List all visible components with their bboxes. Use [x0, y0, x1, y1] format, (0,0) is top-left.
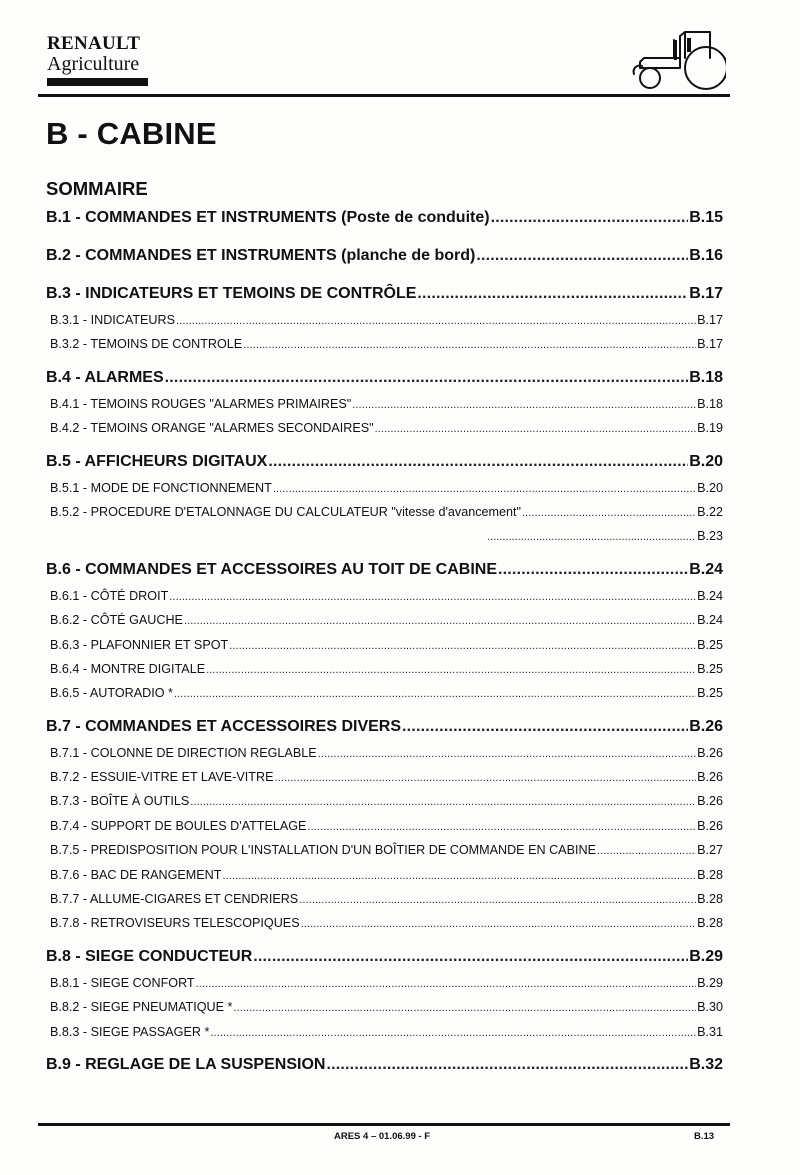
- dot-leader: [487, 525, 696, 549]
- toc-entry-label: B.6.1 - CÔTÉ DROIT: [50, 588, 169, 603]
- toc-entry-label: B.6 - COMMANDES ET ACCESSOIRES AU TOIT DE CABINE: [46, 560, 497, 578]
- toc-subsection-entry[interactable]: [46, 476, 723, 500]
- toc-subsection-entry[interactable]: [46, 863, 723, 887]
- dot-leader: [299, 888, 696, 912]
- toc-entry-label: B.6.4 - MONTRE DIGITALE: [50, 661, 206, 676]
- toc-section-entry[interactable]: [46, 558, 723, 582]
- dot-leader: [268, 450, 688, 474]
- dot-leader: [274, 766, 696, 790]
- toc-subsection-entry[interactable]: [46, 392, 723, 416]
- dot-leader: [402, 715, 688, 739]
- toc-subsection-entry[interactable]: [46, 911, 723, 935]
- dot-leader: [273, 477, 696, 501]
- toc-entry-page: B.22: [697, 504, 723, 519]
- toc-subsection-entry[interactable]: [46, 887, 723, 911]
- dot-leader: [243, 333, 696, 357]
- toc-entry-label: B.8 - SIEGE CONDUCTEUR: [46, 947, 253, 965]
- dot-leader: [318, 742, 696, 766]
- toc-entry-page: B.26: [689, 717, 723, 735]
- toc-entry-label: B.7.6 - BAC DE RANGEMENT: [50, 867, 222, 882]
- toc-section-entry[interactable]: [46, 450, 723, 474]
- toc-entry-page: B.25: [697, 661, 723, 676]
- toc-entry-page: B.23: [697, 529, 723, 544]
- toc-entry-page: B.26: [697, 818, 723, 833]
- dot-leader: [253, 945, 688, 969]
- footer-rule: [38, 1123, 730, 1126]
- dot-leader: [196, 972, 696, 996]
- toc-entry-page: B.27: [697, 843, 723, 858]
- toc-entry-label: B.6.3 - PLAFONNIER ET SPOT: [50, 637, 229, 652]
- toc-entry-page: B.16: [689, 247, 723, 264]
- toc-subsection-entry[interactable]: [46, 789, 723, 813]
- toc-entry-label: B.7.3 - BOÎTE À OUTILS: [50, 794, 190, 809]
- toc-subsection-entry[interactable]: [46, 584, 723, 608]
- dot-leader: [184, 609, 696, 633]
- brand-bar: [47, 78, 148, 86]
- dot-leader: [233, 996, 696, 1020]
- toc-entry-page: B.29: [689, 947, 723, 965]
- dot-leader: [307, 815, 696, 839]
- toc-entry-page: B.17: [697, 337, 723, 352]
- dot-leader: [176, 309, 696, 333]
- toc-entry-label: B.3 - INDICATEURS ET TEMOINS DE CONTRÔLE: [46, 285, 417, 302]
- table-of-contents: [46, 206, 723, 1079]
- toc-section-entry[interactable]: [46, 1053, 723, 1077]
- toc-entry-label: B.7.2 - ESSUIE-VITRE ET LAVE-VITRE: [50, 770, 274, 785]
- toc-section-entry[interactable]: [46, 244, 723, 268]
- dot-leader: [222, 864, 696, 888]
- brand-name: RENAULT: [47, 33, 141, 54]
- toc-entry-page: B.17: [697, 313, 723, 327]
- toc-section-entry[interactable]: [46, 715, 723, 739]
- brand-division: Agriculture: [47, 53, 140, 75]
- document-reference: ARES 4 – 01.06.99 - F: [334, 1131, 431, 1142]
- toc-entry-label: B.8.1 - SIEGE CONFORT: [50, 975, 195, 990]
- toc-entry-label: B.7.5 - PREDISPOSITION POUR L'INSTALLATION D'UN BOÎTIER DE COMMANDE EN CABINE: [50, 843, 596, 858]
- toc-entry-label: B.3.2 - TEMOINS DE CONTROLE: [50, 337, 243, 352]
- toc-subsection-entry[interactable]: [46, 308, 723, 332]
- dot-leader: [498, 558, 688, 582]
- toc-entry-page: B.29: [697, 975, 723, 990]
- toc-entry-page: B.30: [697, 1000, 723, 1015]
- toc-entry-label: B.7 - COMMANDES ET ACCESSOIRES DIVERS: [46, 717, 402, 735]
- toc-entry-label: B.6.5 - AUTORADIO *: [50, 686, 173, 701]
- tractor-icon: [630, 28, 726, 92]
- dot-leader: [169, 585, 696, 609]
- toc-subsection-entry[interactable]: [46, 741, 723, 765]
- toc-entry-label: B.6.2 - CÔTÉ GAUCHE: [50, 613, 183, 628]
- toc-entry-label: B.4.1 - TEMOINS ROUGES "ALARMES PRIMAIRES": [50, 396, 352, 411]
- toc-entry-page: B.24: [697, 613, 723, 628]
- page-header: [0, 0, 800, 100]
- toc-entry-page: B.25: [697, 686, 723, 701]
- toc-subsection-entry[interactable]: [46, 657, 723, 681]
- dot-leader: [229, 634, 696, 658]
- toc-entry-label: B.5 - AFFICHEURS DIGITAUX: [46, 452, 268, 470]
- toc-entry-label: B.7.1 - COLONNE DE DIRECTION REGLABLE: [50, 745, 317, 760]
- toc-entry-page: B.28: [697, 867, 723, 882]
- toc-subsection-entry[interactable]: [46, 1020, 723, 1044]
- toc-entry-page: B.18: [697, 396, 723, 411]
- toc-entry-page: B.31: [697, 1024, 723, 1039]
- brand-logo: [47, 34, 140, 74]
- dot-leader: [210, 1021, 696, 1045]
- toc-entry-page: B.15: [689, 209, 723, 226]
- toc-entry-page: B.19: [697, 421, 723, 436]
- toc-entry-label: B.1 - COMMANDES ET INSTRUMENTS (Poste de conduite): [46, 209, 490, 226]
- page-number: B.13: [694, 1131, 715, 1142]
- dot-leader: [301, 912, 696, 936]
- toc-entry-page: B.28: [697, 892, 723, 907]
- dot-leader: [326, 1053, 688, 1077]
- toc-entry-page: B.26: [697, 770, 723, 785]
- dot-leader: [165, 366, 689, 390]
- toc-entry-label: B.4.2 - TEMOINS ORANGE "ALARMES SECONDAIRES": [50, 421, 374, 436]
- dot-leader: [352, 393, 696, 417]
- toc-section-entry[interactable]: [46, 366, 723, 390]
- toc-entry-page: B.17: [689, 285, 723, 302]
- toc-entry-label: B.7.4 - SUPPORT DE BOULES D'ATTELAGE: [50, 818, 307, 833]
- toc-entry-page: B.26: [697, 745, 723, 760]
- toc-subsection-entry[interactable]: [46, 995, 723, 1019]
- toc-subsection-entry[interactable]: [46, 500, 723, 524]
- dot-leader: [476, 244, 688, 268]
- toc-subsection-entry[interactable]: [46, 838, 723, 862]
- toc-entry-label: B.4 - ALARMES: [46, 368, 164, 386]
- dot-leader: [206, 658, 696, 682]
- toc-subsection-entry[interactable]: [46, 814, 723, 838]
- dot-leader: [375, 417, 696, 441]
- toc-entry-label: B.8.2 - SIEGE PNEUMATIQUE *: [50, 1000, 233, 1015]
- toc-subsection-entry[interactable]: [46, 681, 723, 705]
- toc-subsection-entry[interactable]: [46, 416, 723, 440]
- toc-entry-label: B.8.3 - SIEGE PASSAGER *: [50, 1024, 210, 1039]
- toc-entry-page: B.25: [697, 637, 723, 652]
- toc-entry-label: B.3.1 - INDICATEURS: [50, 313, 176, 327]
- toc-entry-page: B.24: [697, 588, 723, 603]
- dot-leader: [597, 839, 696, 863]
- toc-entry-label: B.2 - COMMANDES ET INSTRUMENTS (planche de bord): [46, 247, 476, 264]
- toc-subsection-entry[interactable]: [46, 971, 723, 995]
- toc-entry-page: B.28: [697, 916, 723, 931]
- toc-subsection-entry[interactable]: [46, 765, 723, 789]
- toc-entry-label: B.5.2 - PROCEDURE D'ETALONNAGE DU CALCULATEUR "vitesse d'avancement": [50, 504, 521, 519]
- toc-subsection-entry[interactable]: [46, 608, 723, 632]
- toc-entry-label: B.7.8 - RETROVISEURS TELESCOPIQUES: [50, 916, 300, 931]
- toc-subsection-entry[interactable]: [46, 524, 723, 548]
- toc-entry-page: B.32: [689, 1055, 723, 1073]
- toc-entry-label: B.9 - REGLAGE DE LA SUSPENSION: [46, 1055, 326, 1073]
- header-rule: [38, 94, 730, 97]
- toc-section-entry[interactable]: [46, 945, 723, 969]
- toc-entry-page: B.20: [689, 452, 723, 470]
- toc-entry-page: B.20: [697, 480, 723, 495]
- toc-subsection-entry[interactable]: [46, 633, 723, 657]
- dot-leader: [522, 501, 696, 525]
- toc-subsection-entry[interactable]: [46, 332, 723, 356]
- page-title: B - CABINE: [46, 116, 217, 151]
- toc-entry-label: B.5.1 - MODE DE FONCTIONNEMENT: [50, 480, 272, 495]
- dot-leader: [491, 206, 689, 230]
- toc-entry-page: B.24: [689, 560, 723, 578]
- dot-leader: [174, 682, 696, 706]
- toc-entry-page: B.26: [697, 794, 723, 809]
- dot-leader: [417, 282, 688, 306]
- toc-section-entry[interactable]: [46, 206, 723, 230]
- dot-leader: [190, 790, 696, 814]
- section-heading: SOMMAIRE: [46, 178, 148, 199]
- toc-entry-page: B.18: [689, 368, 723, 386]
- toc-entry-label: B.7.7 - ALLUME-CIGARES ET CENDRIERS: [50, 892, 299, 907]
- toc-section-entry[interactable]: [46, 282, 723, 306]
